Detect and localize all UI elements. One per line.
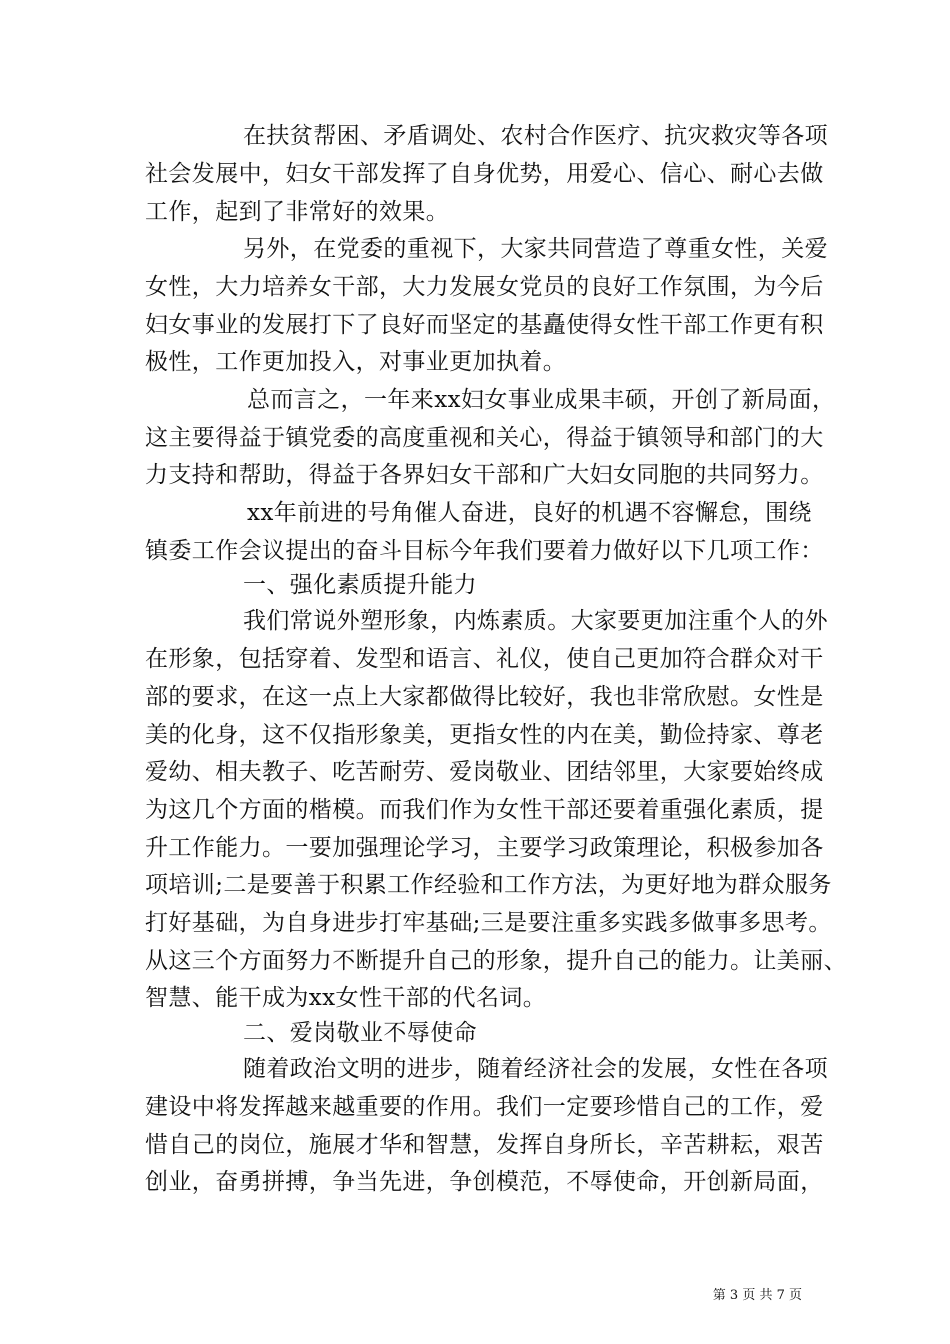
text-line: 总而言之，一年来xx妇女事业成果丰硕，开创了新局面， bbox=[247, 387, 836, 413]
text-line: 为这几个方面的楷模。而我们作为女性干部还要着重强化素质，提 bbox=[145, 797, 824, 823]
text-line: 女性，大力培养女干部，大力发展女党员的良好工作氛围，为今后 bbox=[145, 274, 824, 300]
text-line: 极性，工作更加投入，对事业更加执着。 bbox=[145, 349, 567, 375]
text-line: 项培训;二是要善于积累工作经验和工作方法，为更好地为群众服务 bbox=[145, 872, 832, 898]
text-line: 惜自己的岗位，施展才华和智慧，发挥自身所长，辛苦耕耘，艰苦 bbox=[145, 1132, 824, 1158]
text-line: 在扶贫帮困、矛盾调处、农村合作医疗、抗灾救灾等各项 bbox=[243, 123, 828, 149]
text-line: 打好基础，为自身进步打牢基础;三是要注重多实践多做事多思考。 bbox=[145, 910, 832, 936]
text-line: 我们常说外塑形象，内炼素质。大家要更加注重个人的外 bbox=[243, 608, 828, 634]
section-heading: 一、强化素质提升能力 bbox=[243, 572, 477, 598]
text-line: 另外，在党委的重视下，大家共同营造了尊重女性，关爱 bbox=[243, 236, 828, 262]
text-line: 力支持和帮助，得益于各界妇女干部和广大妇女同胞的共同努力。 bbox=[145, 462, 824, 488]
text-line: 这主要得益于镇党委的高度重视和关心，得益于镇领导和部门的大 bbox=[145, 425, 824, 451]
text-line: 升工作能力。一要加强理论学习，主要学习政策理论，积极参加各 bbox=[145, 835, 824, 861]
text-line: 爱幼、相夫教子、吃苦耐劳、爱岗敬业、团结邻里，大家要始终成 bbox=[145, 759, 824, 785]
text-line: 妇女事业的发展打下了良好而坚定的基矗使得女性干部工作更有积 bbox=[145, 312, 824, 338]
text-line: 镇委工作会议提出的奋斗目标今年我们要着力做好以下几项工作： bbox=[145, 538, 824, 564]
text-line: 建设中将发挥越来越重要的作用。我们一定要珍惜自己的工作，爱 bbox=[145, 1094, 824, 1120]
text-line: 社会发展中，妇女干部发挥了自身优势，用爱心、信心、耐心去做 bbox=[145, 161, 824, 187]
text-line: 智慧、能干成为xx女性干部的代名词。 bbox=[145, 985, 547, 1011]
text-line: 随着政治文明的进步，随着经济社会的发展，女性在各项 bbox=[243, 1056, 828, 1082]
page-number: 第 3 页 共 7 页 bbox=[712, 1288, 802, 1303]
text-line: 部的要求，在这一点上大家都做得比较好，我也非常欣慰。女性是 bbox=[145, 684, 824, 710]
text-line: 在形象，包括穿着、发型和语言、礼仪，使自己更加符合群众对干 bbox=[145, 646, 824, 672]
text-line: 美的化身，这不仅指形象美，更指女性的内在美，勤俭持家、尊老 bbox=[145, 722, 824, 748]
text-line: 工作，起到了非常好的效果。 bbox=[145, 199, 450, 225]
text-line: xx年前进的号角催人奋进，良好的机遇不容懈怠，围绕 bbox=[247, 500, 812, 526]
section-heading: 二、爱岗敬业不辱使命 bbox=[243, 1020, 477, 1046]
text-line: 创业，奋勇拼搏，争当先进，争创模范，不辱使命，开创新局面， bbox=[145, 1169, 824, 1195]
text-line: 从这三个方面努力不断提升自己的形象，提升自己的能力。让美丽、 bbox=[145, 948, 847, 974]
